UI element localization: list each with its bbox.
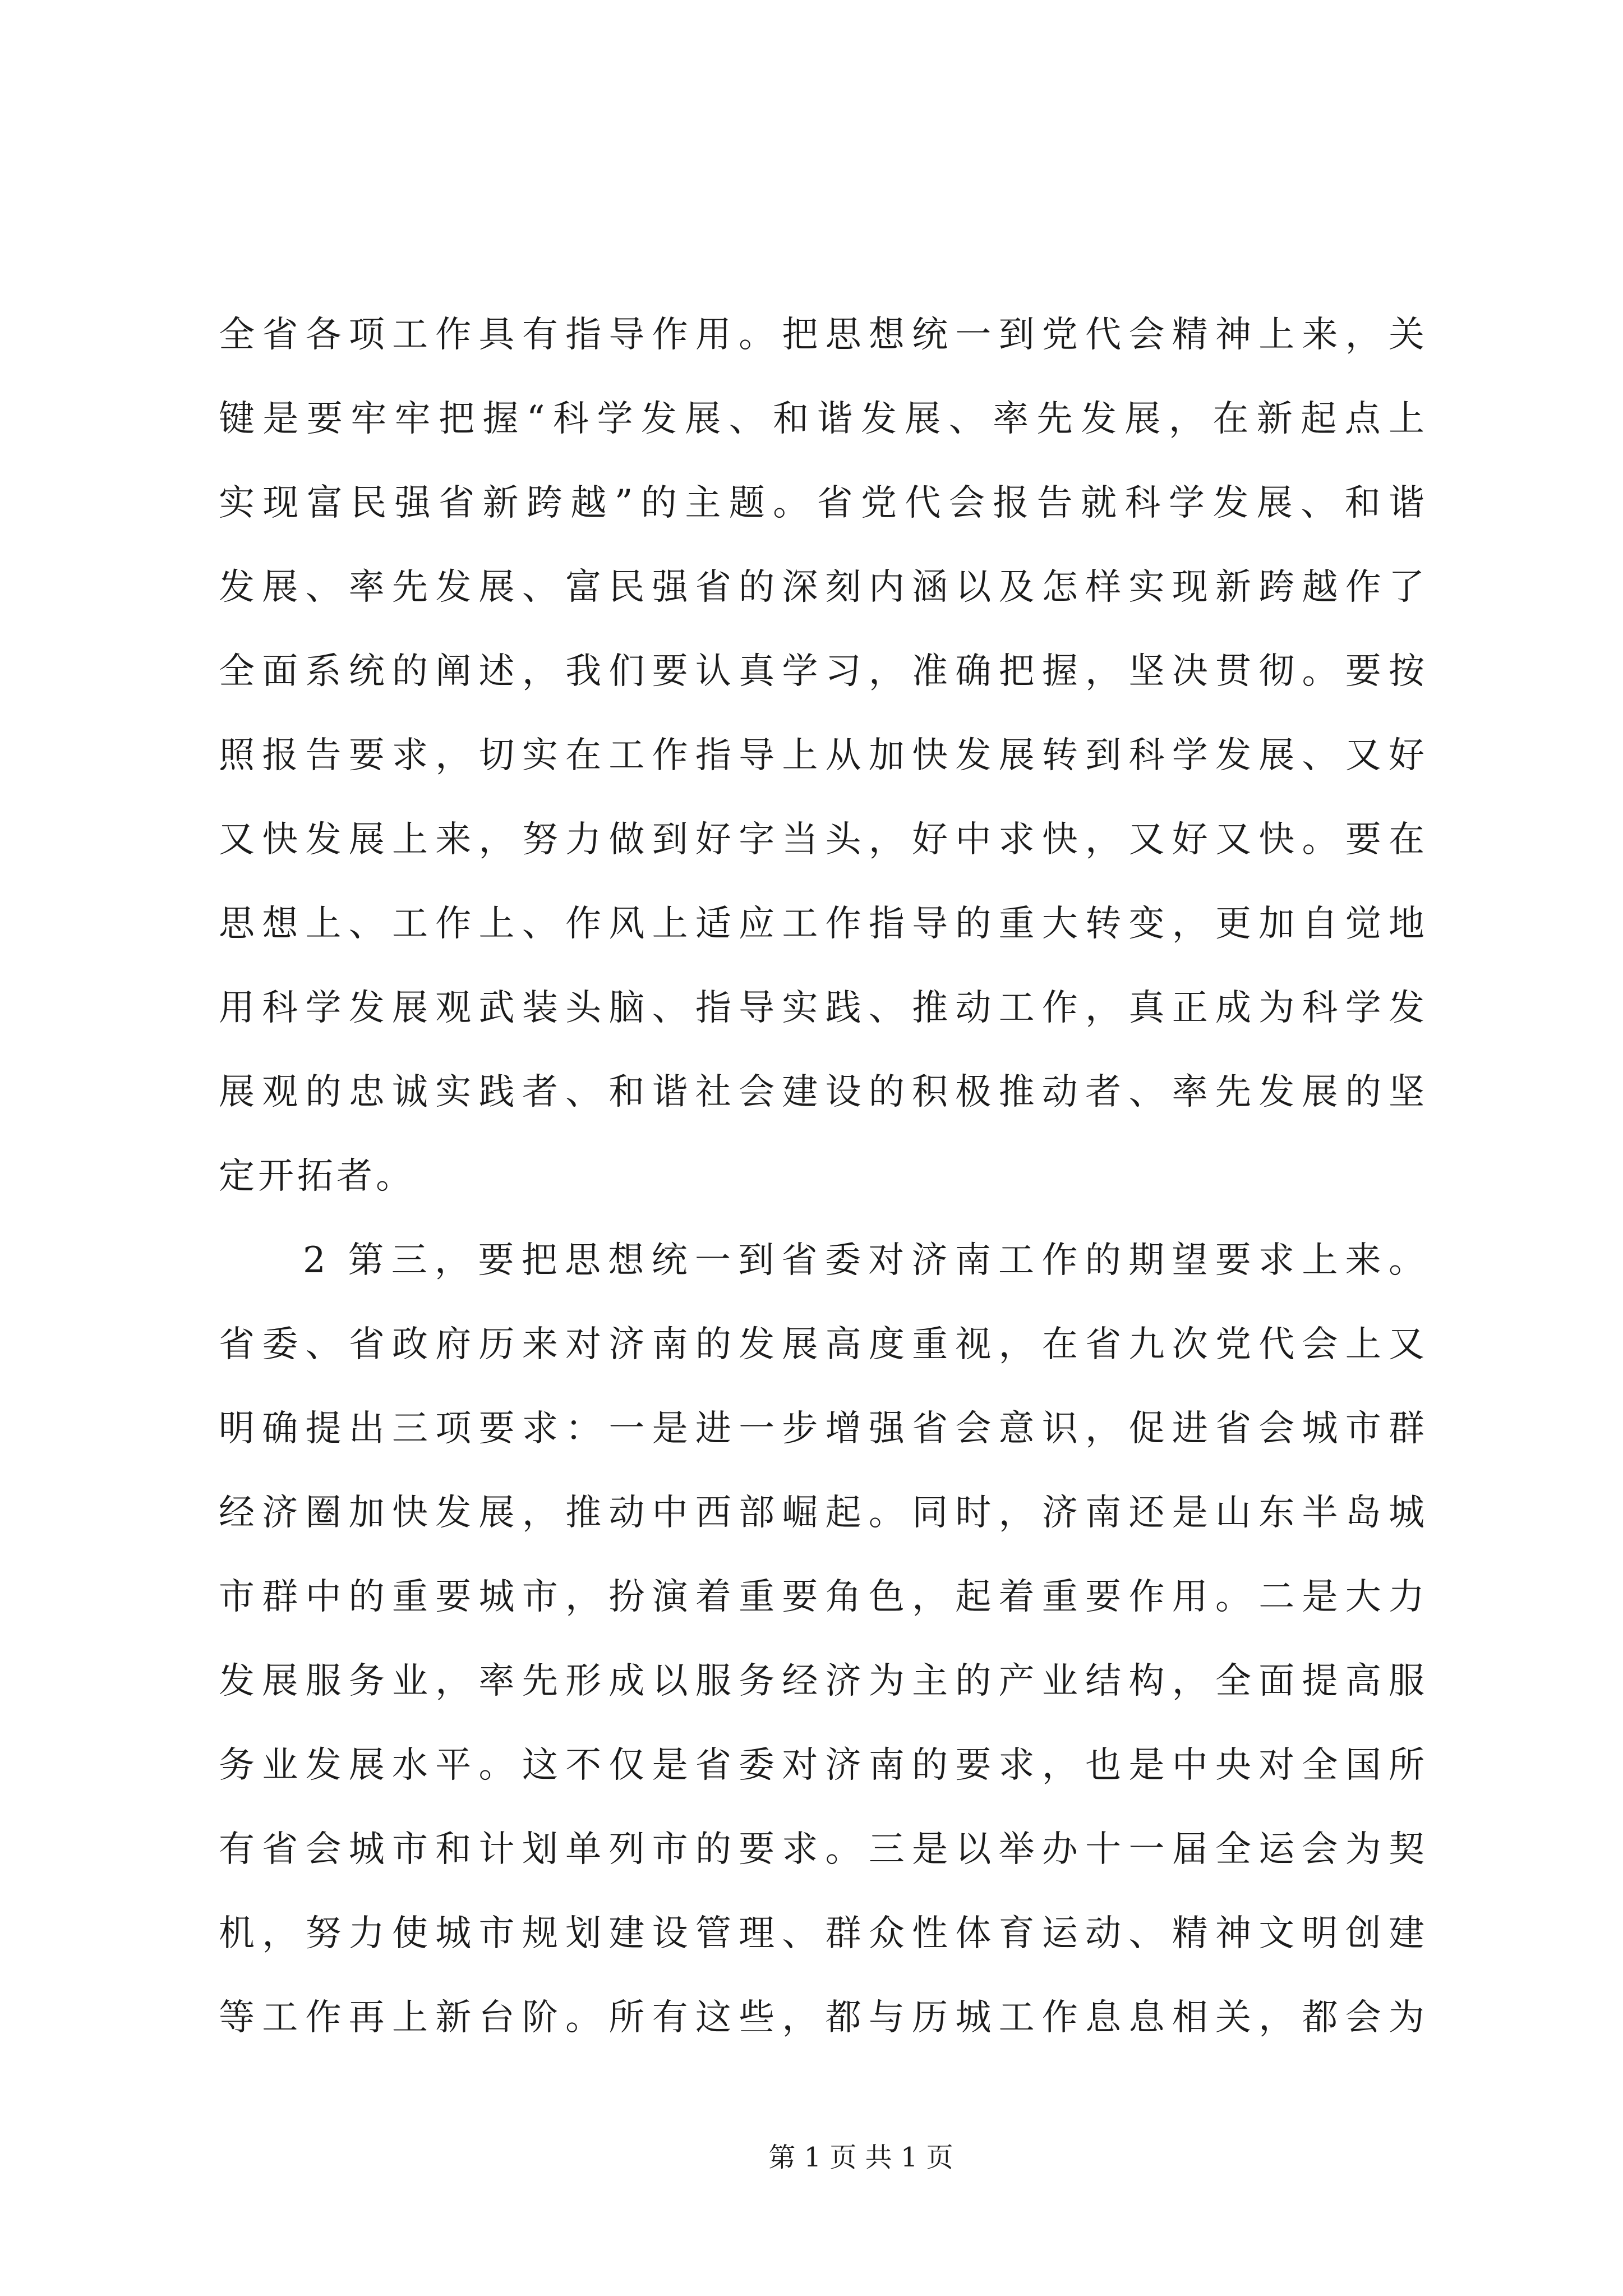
body-text-line: 机，努力使城市规划建设管理、群众性体育运动、精神文明创建 [219,1913,1428,1954]
body-text-line: 思想上、工作上、作风上适应工作指导的重大转变，更加自觉地 [219,903,1428,945]
body-text-line: 经济圈加快发展，推动中西部崛起。同时，济南还是山东半岛城 [219,1492,1428,1534]
body-text-line: 市群中的重要城市，扮演着重要角色，起着重要作用。二是大力 [219,1576,1428,1618]
paragraph-1 [219,293,1428,1218]
body-text-line: 定开拓者。 [219,1156,415,1197]
body-text-line: 明确提出三项要求：一是进一步增强省会意识，促进省会城市群 [219,1408,1428,1450]
page-footer [751,2141,970,2174]
body-text-line: 发展服务业，率先形成以服务经济为主的产业结构，全面提高服 [219,1660,1428,1702]
body-text-line: 键是要牢牢把握“科学发展、和谐发展、率先发展，在新起点上 [219,398,1428,440]
body-text-line: 发展、率先发展、富民强省的深刻内涵以及怎样实现新跨越作了 [219,567,1428,608]
body-text-line: 省委、省政府历来对济南的发展高度重视，在省九次党代会上又 [219,1324,1428,1365]
body-text-line: 有省会城市和计划单列市的要求。三是以举办十一届全运会为契 [219,1829,1428,1870]
body-text-line: 全省各项工作具有指导作用。把思想统一到党代会精神上来，关 [219,314,1428,356]
body-text-line: 务业发展水平。这不仅是省委对济南的要求，也是中央对全国所 [219,1745,1428,1786]
body-text-line: 照报告要求，切实在工作指导上从加快发展转到科学发展、又好 [219,735,1428,776]
body-text-line: 等工作再上新台阶。所有这些，都与历城工作息息相关，都会为 [219,1997,1428,2039]
body-text-line: 又快发展上来，努力做到好字当头，好中求快，又好又快。要在 [219,819,1428,861]
body-text-line: 实现富民强省新跨越”的主题。省党代会报告就科学发展、和谐 [219,482,1428,524]
document-body [219,293,1428,2060]
body-text-line: 用科学发展观武装头脑、指导实践、推动工作，真正成为科学发 [219,987,1428,1029]
paragraph-2 [219,1218,1428,2060]
page-number-label: 第 1 页 共 1 页 [768,2142,953,2173]
body-text-line: 展观的忠诚实践者、和谐社会建设的积极推动者、率先发展的坚 [219,1071,1428,1113]
body-text-line: 全面系统的阐述，我们要认真学习，准确把握，坚决贯彻。要按 [219,651,1428,692]
paragraph-first-line: 2 第三，要把思想统一到省委对济南工作的期望要求上来。 [303,1240,1428,1281]
